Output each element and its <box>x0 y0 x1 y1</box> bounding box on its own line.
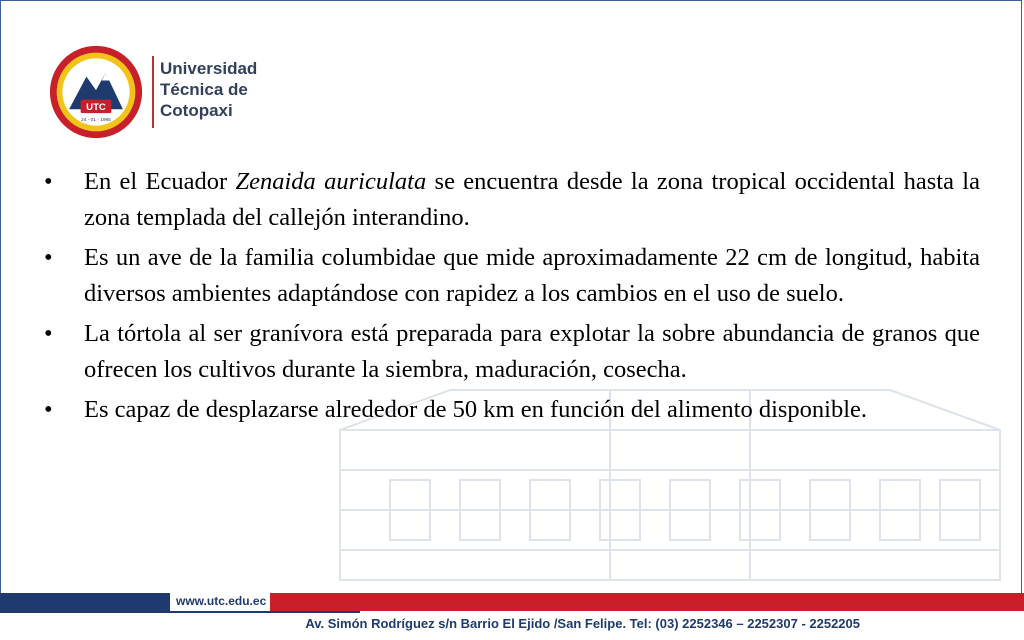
university-logo <box>48 44 268 144</box>
bullet-marker: • <box>44 168 53 195</box>
logo-line-2: Técnica de <box>160 80 248 99</box>
bullet-3-text: La tórtola al ser granívora está preparada para explotar la sobre abundancia de granos que ofrecen los cultivos durante la siembra, maduración, cosecha. <box>84 320 980 383</box>
bullet-item-4 <box>44 392 980 428</box>
university-name <box>160 58 257 121</box>
slide-content <box>44 164 980 432</box>
bullet-marker: • <box>44 244 53 271</box>
website-link[interactable]: www.utc.edu.ec <box>176 594 267 608</box>
bullet-item-3 <box>44 316 980 388</box>
bullet-2-text: Es un ave de la familia columbidae que mide aproximadamente 22 cm de longitud, habita diversos ambientes adaptándose con rapidez a los cambios en el uso de suelo. <box>84 244 980 307</box>
logo-line-3: Cotopaxi <box>160 101 233 120</box>
bullet-1-text-before: En el Ecuador <box>84 168 236 195</box>
footer-address: Av. Simón Rodríguez s/n Barrio El Ejido /San Felipe. Tel: (03) 2252346 – 2252307 - 2252205 <box>305 616 860 631</box>
bullet-item-2 <box>44 240 980 312</box>
bullet-marker: • <box>44 396 53 423</box>
bullet-list <box>44 164 980 428</box>
university-seal-icon <box>48 44 144 140</box>
species-name: Zenaida auriculata <box>235 168 427 195</box>
bullet-marker: • <box>44 320 53 347</box>
svg-text:24 - 01 - 1995: 24 - 01 - 1995 <box>81 117 111 123</box>
bullet-1-text-after: se encuentra desde la zona tropical occidental hasta la zona templada del callejón interandino. <box>84 168 980 231</box>
bullet-item-1 <box>44 164 980 236</box>
footer-red-bar <box>270 593 1024 611</box>
footer-navy-bar <box>0 593 170 611</box>
bullet-4-text: Es capaz de desplazarse alrededor de 50 km en función del alimento disponible. <box>84 396 868 423</box>
svg-text:UTC: UTC <box>86 102 106 114</box>
logo-divider <box>152 56 154 128</box>
logo-line-1: Universidad <box>160 59 258 78</box>
